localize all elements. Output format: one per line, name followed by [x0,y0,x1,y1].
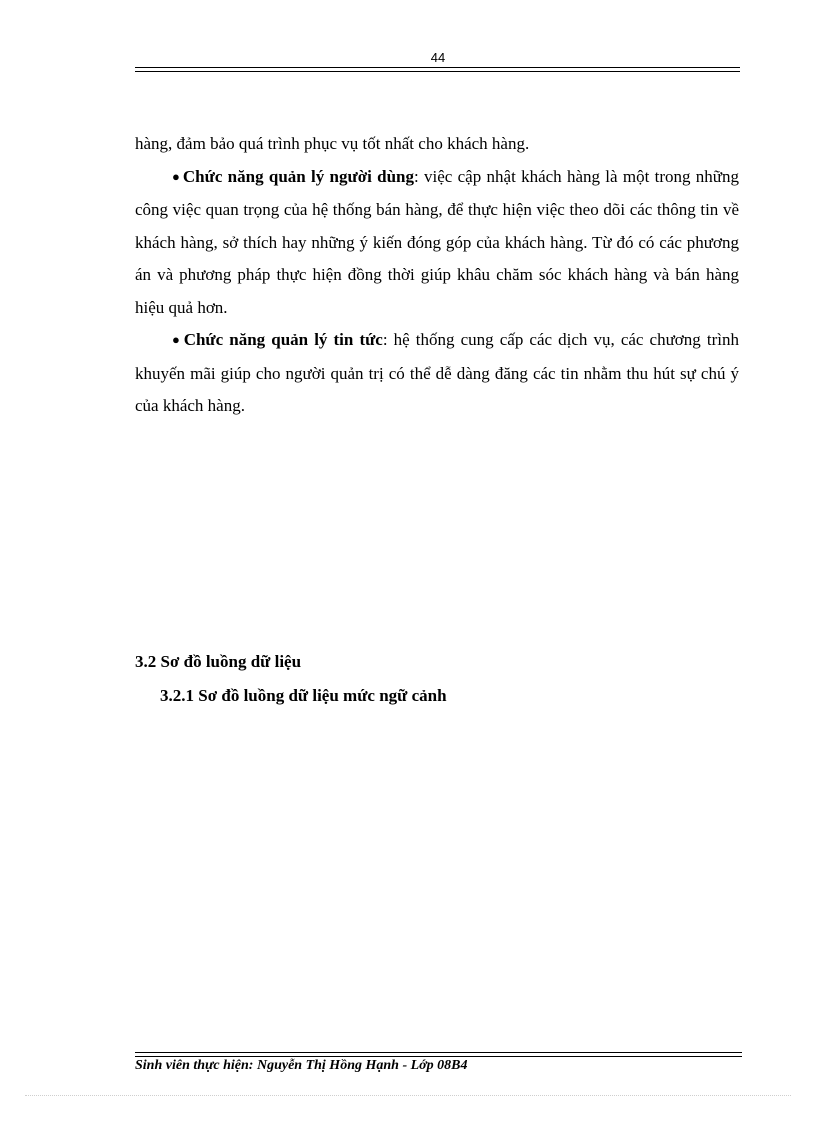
body-text [135,128,739,423]
page-number: 44 [430,50,446,65]
bullet-item-user-management [135,161,739,325]
bullet-text: : việc cập nhật khách hàng là một trong những công việc quan trọng của hệ thống bán hàng, để thực hiện việc theo dõi các thông tin về khách hàng, sở thích hay những ý kiến đóng góp của khách hàng. Từ đó có các phương án và phương pháp thực hiện đồng thời giúp khâu chăm sóc khách hàng và bán hàng hiệu quả hơn. [135,166,739,317]
paragraph-1: hàng, đảm bảo quá trình phục vụ tốt nhất cho khách hàng. [135,134,530,153]
bullet-title: Chức năng quản lý người dùng [182,166,415,186]
header-rule [135,67,740,72]
bullet-text: : hệ thống cung cấp các dịch vụ, các chương trình khuyến mãi giúp cho người quản trị có thể dễ dàng đăng các tin nhằm thu hút sự chú ý của khách hàng. [135,330,739,415]
subsection-heading: 3.2.1 Sơ đồ luồng dữ liệu mức ngữ cảnh [160,686,447,705]
page-edge [25,1095,791,1096]
section-heading: 3.2 Sơ đồ luồng dữ liệu [135,652,302,671]
bullet-item-news-management [135,324,739,423]
footer-rule [135,1052,742,1057]
bullet-title: Chức năng quản lý tin tức [183,330,383,349]
footer-text: Sinh viên thực hiện: Nguyễn Thị Hồng Hạnh - Lớp 08B4 [135,1058,468,1073]
bullet-icon: ● [172,168,181,184]
bullet-icon: ● [172,332,182,347]
